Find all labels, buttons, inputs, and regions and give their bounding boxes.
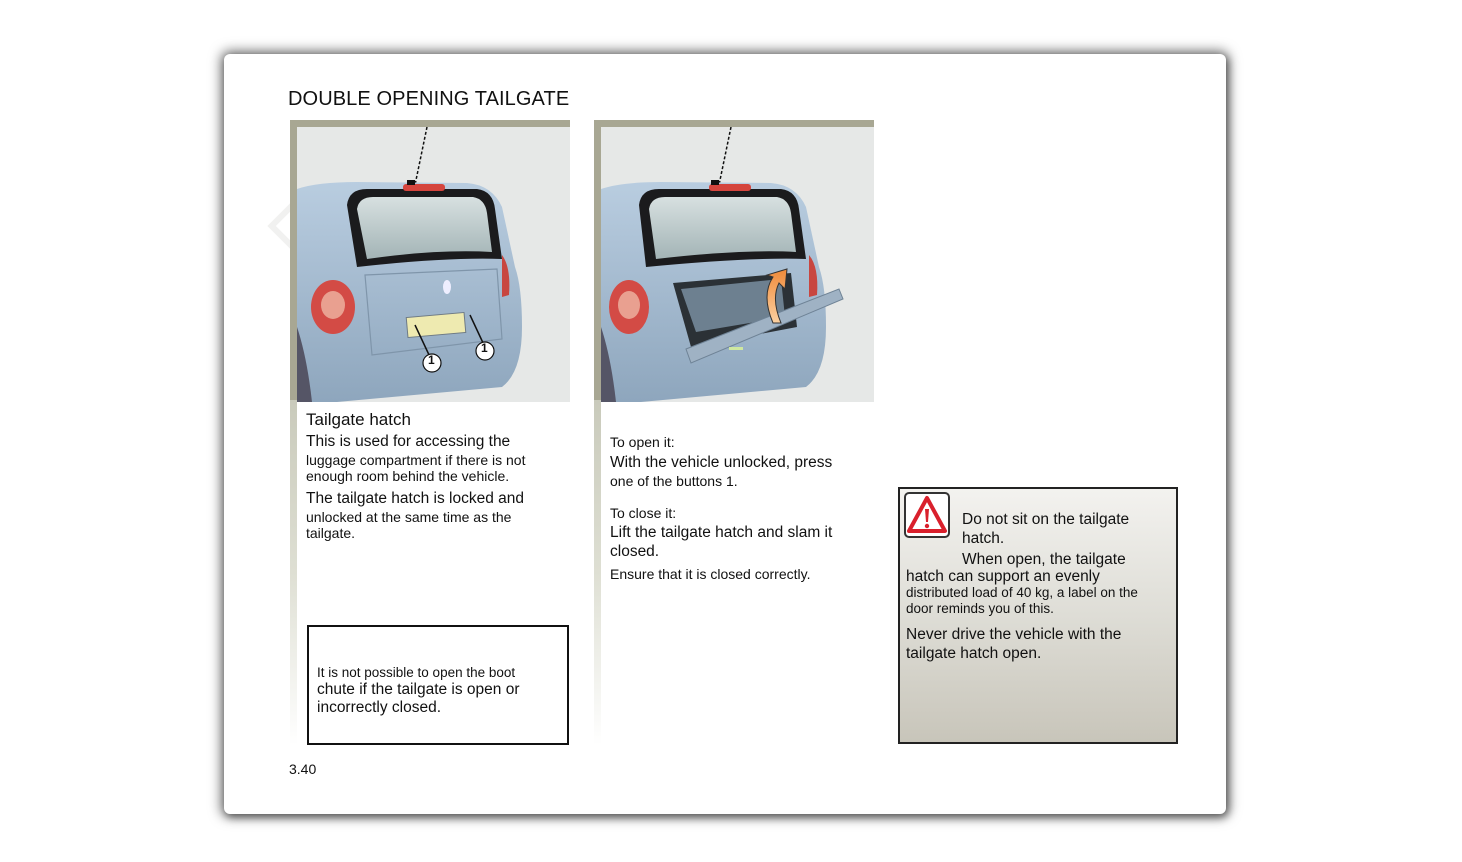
paragraph-line: This is used for accessing the — [306, 433, 511, 450]
section-heading: Tailgate hatch — [306, 410, 411, 429]
tailgate-closed-illustration — [290, 120, 570, 402]
paragraph-locking — [306, 490, 556, 542]
close-instructions-label: To close it: — [610, 505, 677, 521]
warning-never-drive: Never drive the vehicle with the tailgate hatch open. — [906, 626, 1122, 662]
car-rear-hatch-open-drawing — [601, 127, 874, 402]
warning-line-3: hatch can support an evenly — [906, 568, 1100, 585]
warning-box — [898, 487, 1178, 744]
ensure-closed-text: Ensure that it is closed correctly. — [610, 566, 811, 582]
warning-line-1: Do not sit on the tailgate hatch. — [962, 511, 1130, 547]
open-instructions-label: To open it: — [610, 434, 675, 450]
paragraph-line: one of the buttons 1. — [610, 472, 738, 489]
warning-line-2: When open, the tailgate — [962, 551, 1126, 568]
note-box — [307, 625, 569, 745]
close-instructions: Lift the tailgate hatch and slam it closed. — [610, 524, 833, 560]
callout-label: 1 — [481, 341, 488, 355]
note-line: chute if the tailgate is open or incorrectly closed. — [317, 680, 520, 717]
warning-triangle-icon — [904, 492, 950, 538]
paragraph-line: The tailgate hatch is locked and — [306, 490, 524, 507]
paragraph-line: unlocked at the same time as the tailgate. — [306, 508, 512, 542]
paragraph-line: luggage compartment if there is not enough room behind the vehicle. — [306, 451, 526, 485]
page-number: 3.40 — [289, 761, 317, 777]
column-divider-middle — [594, 400, 601, 745]
note-line: It is not possible to open the boot — [317, 665, 516, 680]
paragraph-line: With the vehicle unlocked, press — [610, 454, 833, 471]
column-divider-left — [290, 400, 297, 745]
callout-label: 1 — [428, 353, 435, 367]
open-instructions — [610, 454, 860, 489]
warning-load-text: distributed load of 40 kg, a label on the door reminds you of this. — [906, 585, 1138, 617]
page-title: DOUBLE OPENING TAILGATE — [288, 88, 570, 110]
tailgate-hatch-open-illustration — [594, 120, 874, 402]
paragraph-purpose — [306, 433, 556, 485]
